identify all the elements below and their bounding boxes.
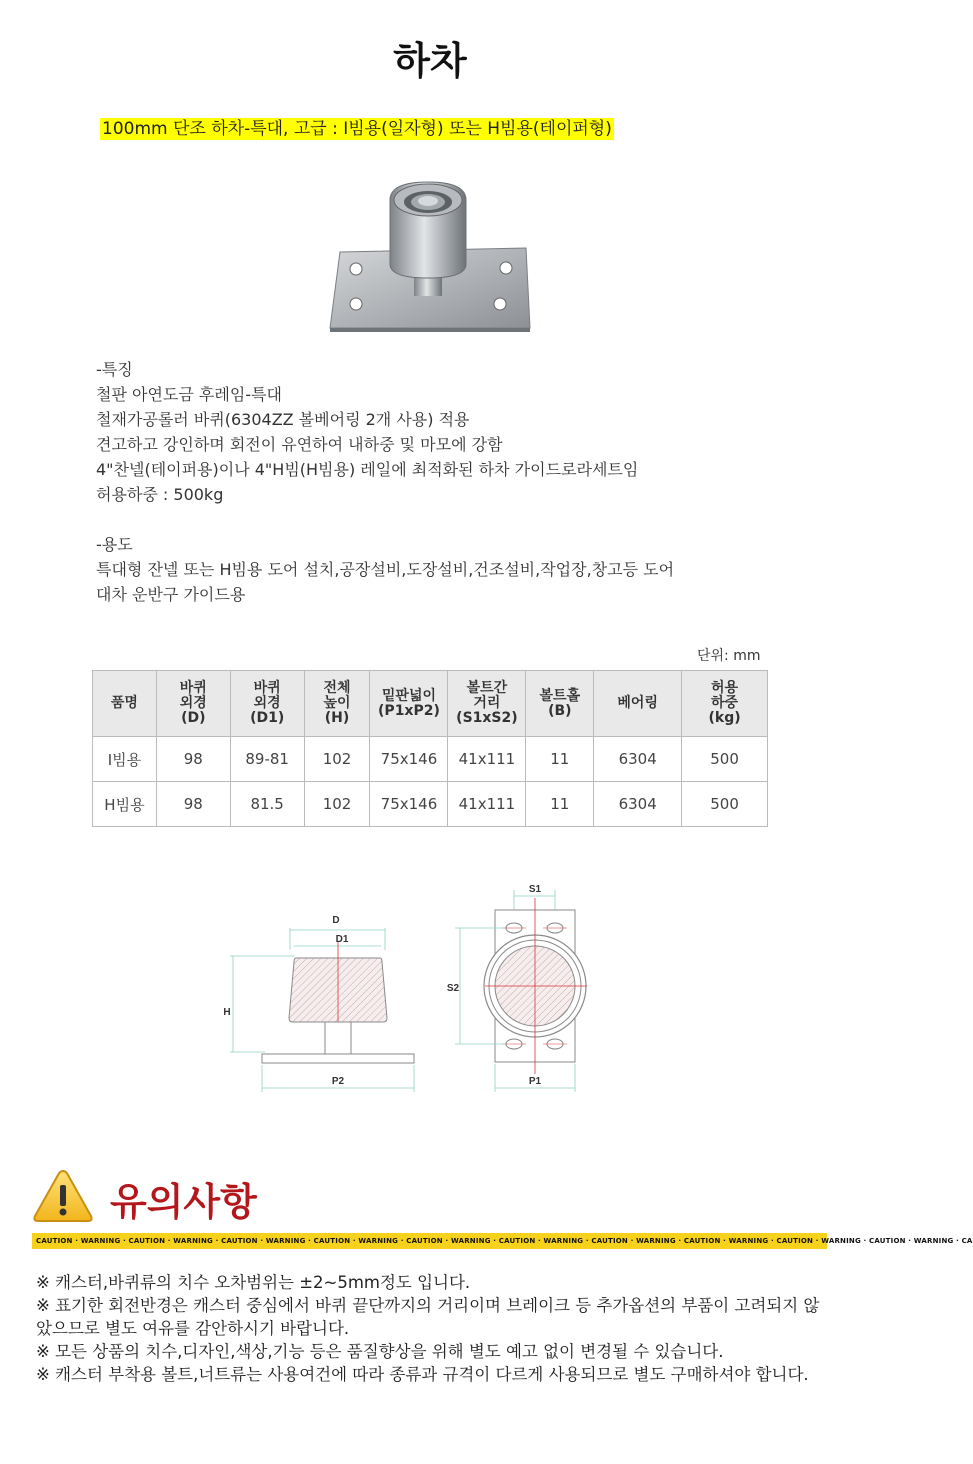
caution-note: ※ 모든 상품의 치수,디자인,색상,기능 등은 품질향상을 위해 별도 예고 없이 변경될 수 있습니다. bbox=[36, 1342, 724, 1361]
table-cell: 98 bbox=[156, 737, 230, 782]
unit-label: 단위: mm bbox=[697, 648, 761, 664]
dimension-diagram bbox=[215, 880, 615, 1100]
table-cell: 6304 bbox=[594, 782, 682, 827]
side-view bbox=[223, 915, 414, 1092]
table-cell: 102 bbox=[304, 782, 370, 827]
features-heading: -특징 bbox=[96, 360, 133, 379]
table-row bbox=[93, 782, 768, 827]
table-cell: H빔용 bbox=[93, 782, 157, 827]
header-bolt-hole: 볼트홀 (B) bbox=[526, 671, 594, 737]
use-line: 대차 운반구 가이드용 bbox=[96, 585, 246, 604]
feature-line: 허용하중 : 500kg bbox=[96, 485, 224, 504]
warning-triangle-icon bbox=[32, 1168, 94, 1224]
caution-title: 유의사항 bbox=[110, 1180, 257, 1224]
table-cell: 11 bbox=[526, 737, 594, 782]
caution-note: ※ 캐스터 부착용 볼트,너트류는 사용여건에 따라 종류과 규격이 다르게 사용되므로 별도 구매하셔야 합니다. bbox=[36, 1365, 809, 1384]
feature-line: 4"찬넬(테이퍼용)이나 4"H빔(H빔용) 레일에 최적화된 하차 가이드로라세트임 bbox=[96, 460, 639, 479]
spec-table bbox=[92, 670, 768, 827]
feature-line: 철재가공롤러 바퀴(6304ZZ 볼베어링 2개 사용) 적용 bbox=[96, 410, 470, 429]
caution-notes bbox=[36, 1271, 826, 1386]
features-section bbox=[96, 357, 638, 507]
label-d: D bbox=[332, 915, 340, 926]
header-height: 전체 높이 (H) bbox=[304, 671, 370, 737]
label-p2: P2 bbox=[331, 1076, 345, 1087]
label-s1: S1 bbox=[528, 884, 542, 895]
table-cell: 102 bbox=[304, 737, 370, 782]
table-header-row bbox=[93, 671, 768, 737]
label-s2: S2 bbox=[446, 983, 460, 994]
table-row bbox=[93, 737, 768, 782]
table-cell: 41x111 bbox=[448, 737, 526, 782]
header-bearing: 베어링 bbox=[594, 671, 682, 737]
table-cell: I빔용 bbox=[93, 737, 157, 782]
label-d1: D1 bbox=[335, 934, 349, 945]
table-cell: 11 bbox=[526, 782, 594, 827]
product-photo bbox=[328, 180, 538, 332]
header-plate: 밑판넓이 (P1xP2) bbox=[370, 671, 448, 737]
table-cell: 500 bbox=[682, 782, 768, 827]
table-cell: 75x146 bbox=[370, 782, 448, 827]
table-cell: 75x146 bbox=[370, 737, 448, 782]
header-bolt-distance: 볼트간 거리 (S1xS2) bbox=[448, 671, 526, 737]
table-cell: 41x111 bbox=[448, 782, 526, 827]
caution-note: ※ 표기한 회전반경은 캐스터 중심에서 바퀴 끝단까지의 거리이며 브레이크 등 추가옵션의 부품이 고려되지 않았으므로 별도 여유를 감안하시기 바랍니다. bbox=[36, 1296, 820, 1338]
header-name: 품명 bbox=[93, 671, 157, 737]
table-cell: 81.5 bbox=[230, 782, 304, 827]
label-p1: P1 bbox=[528, 1076, 542, 1087]
caution-warning-strip: CAUTION · WARNING · CAUTION · WARNING · CAUTION · WARNING · CAUTION · WARNING · CAUTION · WARNING · CAUTION · WARNING · CAUTION · WARNING · CAUTION · WARNING · CAUTION · WARNING · CAUTION · WARNING · CA bbox=[32, 1233, 827, 1249]
header-wheel-d1: 바퀴 외경 (D1) bbox=[230, 671, 304, 737]
caution-note: ※ 캐스터,바퀴류의 치수 오차범위는 ±2~5mm정도 입니다. bbox=[36, 1273, 471, 1292]
table-cell: 98 bbox=[156, 782, 230, 827]
header-load: 허용 하중 (kg) bbox=[682, 671, 768, 737]
page-title: 하차 bbox=[393, 39, 467, 83]
table-cell: 6304 bbox=[594, 737, 682, 782]
use-line: 특대형 잔넬 또는 H빔용 도어 설치,공장설비,도장설비,건조설비,작업장,창고등 도어 bbox=[96, 560, 675, 579]
table-cell: 89-81 bbox=[230, 737, 304, 782]
feature-line: 견고하고 강인하며 회전이 유연하여 내하중 및 마모에 강함 bbox=[96, 435, 503, 454]
label-h: H bbox=[223, 1007, 231, 1018]
header-wheel-d: 바퀴 외경 (D) bbox=[156, 671, 230, 737]
subtitle-highlight bbox=[100, 114, 614, 139]
uses-section bbox=[96, 532, 674, 607]
uses-heading: -용도 bbox=[96, 535, 133, 554]
table-cell: 500 bbox=[682, 737, 768, 782]
feature-line: 철판 아연도금 후레임-특대 bbox=[96, 385, 282, 404]
top-view bbox=[447, 884, 587, 1092]
product-subtitle: 100mm 단조 하차-특대, 고급 : I빔용(일자형) 또는 H빔용(테이퍼형) bbox=[102, 119, 612, 139]
